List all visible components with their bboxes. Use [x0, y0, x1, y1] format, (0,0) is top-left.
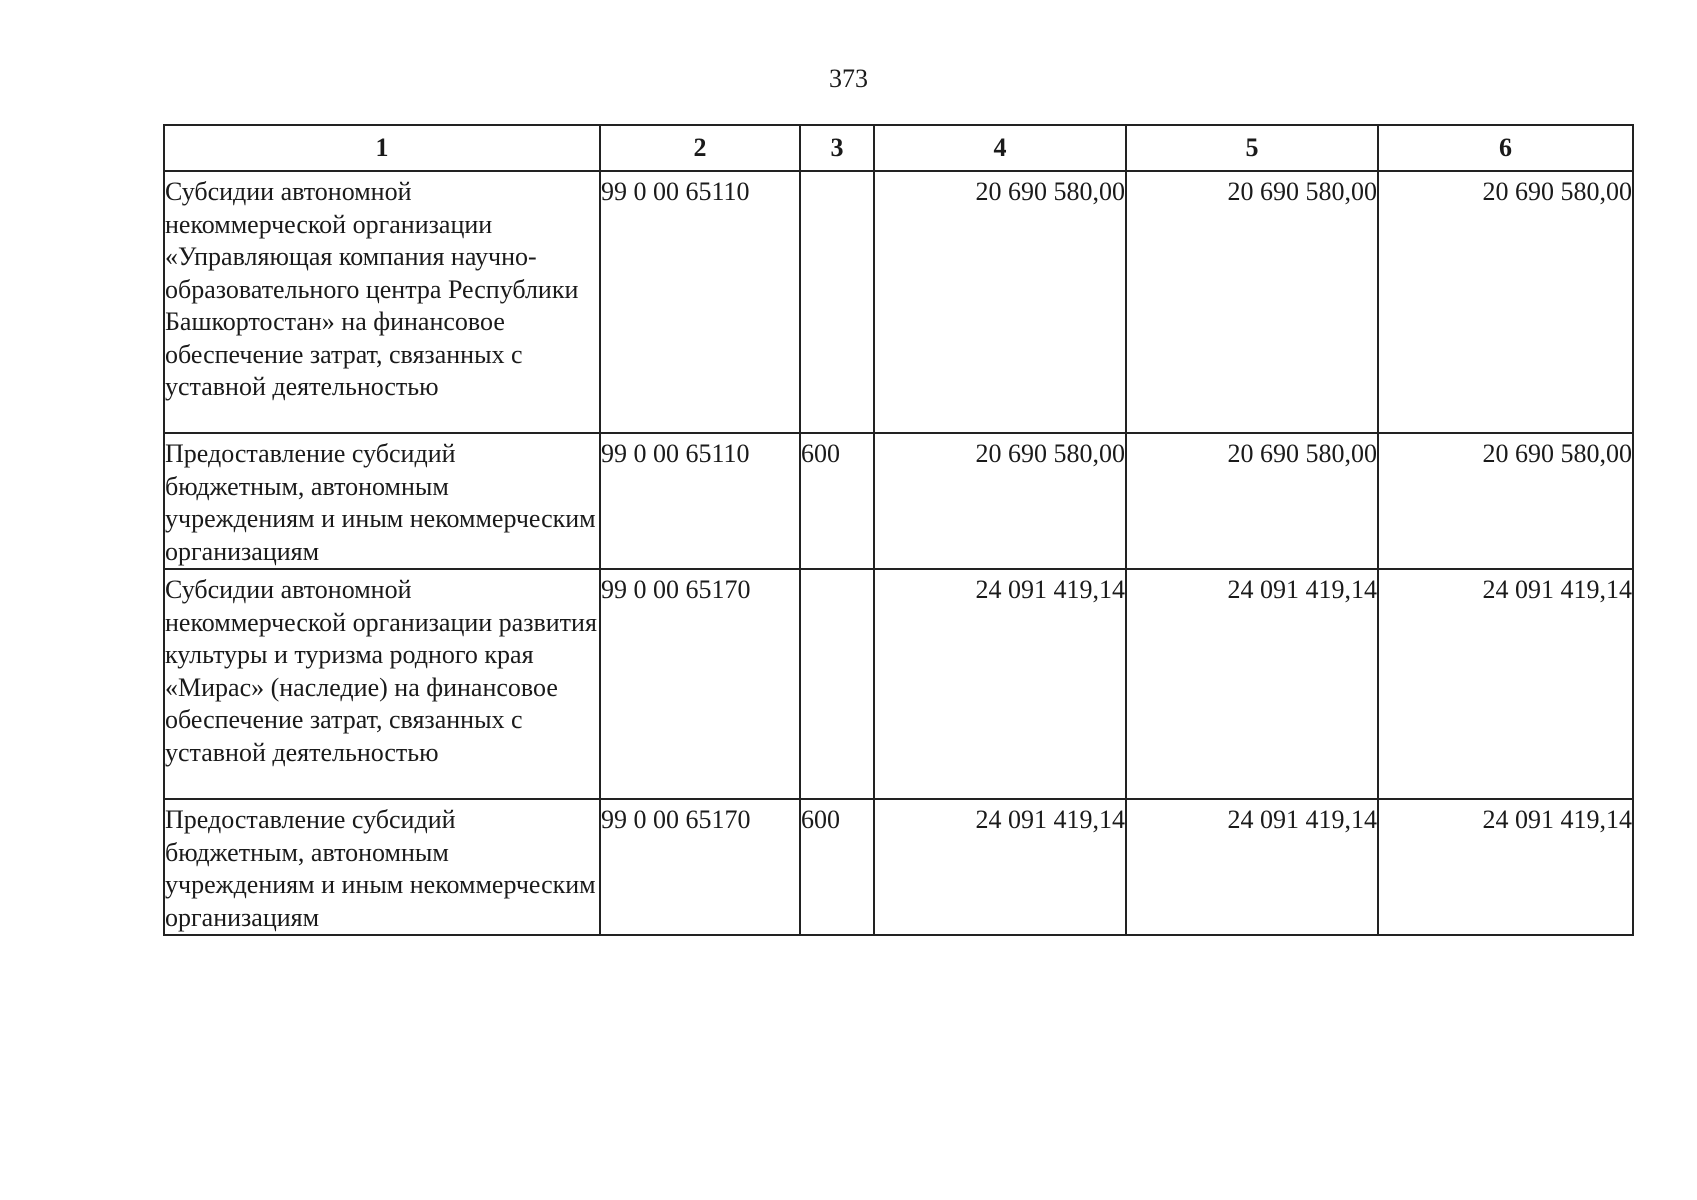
row-amount-year-1: 24 091 419,14 — [874, 569, 1126, 799]
column-header-1: 1 — [164, 125, 600, 171]
column-header-5: 5 — [1126, 125, 1378, 171]
row-target-code: 99 0 00 65170 — [600, 799, 800, 935]
row-amount-year-2: 20 690 580,00 — [1126, 433, 1378, 569]
budget-table — [163, 124, 1634, 936]
row-name: Субсидии автономной некоммерческой организации развития культуры и туризма родного края «Мирас» (наследие) на финансовое обеспечение затрат, связанных с уставной деятельностью — [164, 569, 600, 799]
page-number: 373 — [829, 64, 868, 93]
row-amount-year-1: 20 690 580,00 — [874, 433, 1126, 569]
table-row — [164, 433, 1633, 569]
row-target-code: 99 0 00 65170 — [600, 569, 800, 799]
row-amount-year-1: 24 091 419,14 — [874, 799, 1126, 935]
row-amount-year-3: 24 091 419,14 — [1378, 569, 1633, 799]
column-header-4: 4 — [874, 125, 1126, 171]
row-amount-year-2: 20 690 580,00 — [1126, 171, 1378, 433]
row-expense-type: 600 — [800, 799, 874, 935]
row-amount-year-2: 24 091 419,14 — [1126, 569, 1378, 799]
row-amount-year-2: 24 091 419,14 — [1126, 799, 1378, 935]
table-row — [164, 171, 1633, 433]
row-name: Субсидии автономной некоммерческой организации «Управляющая компания научно-образовательного центра Республики Башкортостан» на финансовое обеспечение затрат, связанных с уставной деятельностью — [164, 171, 600, 433]
column-header-3: 3 — [800, 125, 874, 171]
row-expense-type: 600 — [800, 433, 874, 569]
row-target-code: 99 0 00 65110 — [600, 433, 800, 569]
row-name: Предоставление субсидий бюджетным, автономным учреждениям и иным некоммерческим организациям — [164, 799, 600, 935]
row-amount-year-3: 20 690 580,00 — [1378, 171, 1633, 433]
table-row — [164, 799, 1633, 935]
row-target-code: 99 0 00 65110 — [600, 171, 800, 433]
table-row — [164, 569, 1633, 799]
row-name: Предоставление субсидий бюджетным, автономным учреждениям и иным некоммерческим организациям — [164, 433, 600, 569]
row-amount-year-3: 24 091 419,14 — [1378, 799, 1633, 935]
row-amount-year-1: 20 690 580,00 — [874, 171, 1126, 433]
row-expense-type — [800, 569, 874, 799]
row-amount-year-3: 20 690 580,00 — [1378, 433, 1633, 569]
column-header-6: 6 — [1378, 125, 1633, 171]
column-header-2: 2 — [600, 125, 800, 171]
table-header-row — [164, 125, 1633, 171]
row-expense-type — [800, 171, 874, 433]
